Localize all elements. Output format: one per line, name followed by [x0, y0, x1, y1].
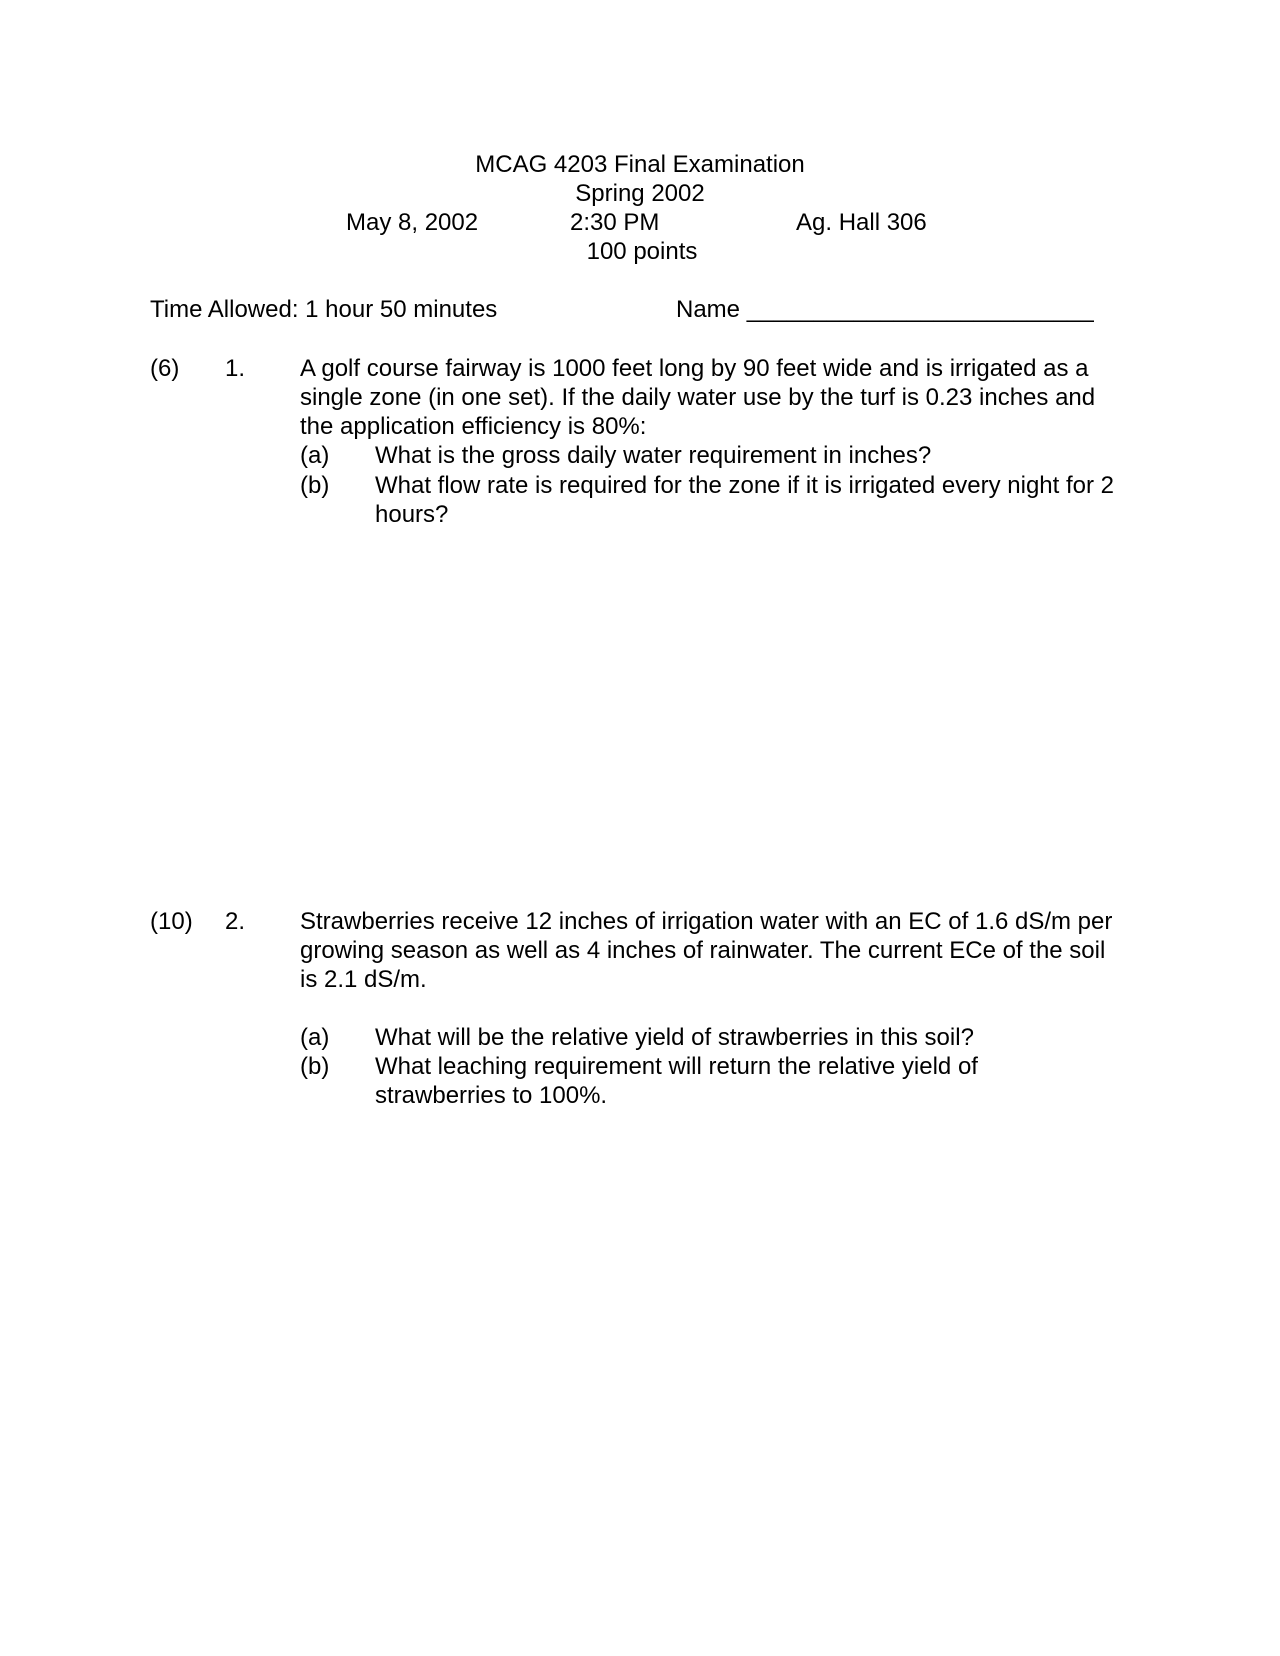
exam-time: 2:30 PM: [570, 209, 660, 236]
question-2-part-b-label: (b): [300, 1053, 330, 1080]
question-1-part-b-text: What flow rate is required for the zone if it is irrigated every night for 2 hours?: [375, 472, 1114, 528]
question-1-part-b-label: (b): [300, 472, 330, 499]
name-label: Name: [676, 296, 741, 323]
question-2-points: (10): [150, 908, 193, 935]
question-1-number: 1.: [225, 355, 246, 382]
question-2-part-b-text: What leaching requirement will return the relative yield of strawberries to 100%.: [375, 1053, 978, 1109]
exam-points: 100 points: [586, 238, 698, 265]
name-blank: __________________________: [746, 296, 1094, 323]
question-1-points: (6): [150, 355, 180, 382]
question-2-number: 2.: [225, 908, 246, 935]
question-1-part-a-text: What is the gross daily water requirement in inches?: [375, 442, 932, 469]
question-2-text: Strawberries receive 12 inches of irrigation water with an EC of 1.6 dS/m per growing season as well as 4 inches of rainwater. The current ECe of the soil is 2.1 dS/m.: [300, 908, 1113, 993]
question-2-part-a-text: What will be the relative yield of strawberries in this soil?: [375, 1024, 974, 1051]
exam-term: Spring 2002: [575, 180, 705, 207]
name-field[interactable]: [676, 295, 1094, 324]
exam-location: Ag. Hall 306: [796, 209, 927, 236]
question-1-text: A golf course fairway is 1000 feet long by 90 feet wide and is irrigated as a single zone (in one set). If the daily water use by the turf is 0.23 inches and the application efficiency is 80%:: [300, 355, 1096, 440]
exam-title: MCAG 4203 Final Examination: [475, 151, 805, 178]
time-allowed: Time Allowed: 1 hour 50 minutes: [150, 296, 498, 323]
question-1-part-a-label: (a): [300, 442, 330, 469]
question-2-part-a-label: (a): [300, 1024, 330, 1051]
exam-date: May 8, 2002: [346, 209, 479, 236]
